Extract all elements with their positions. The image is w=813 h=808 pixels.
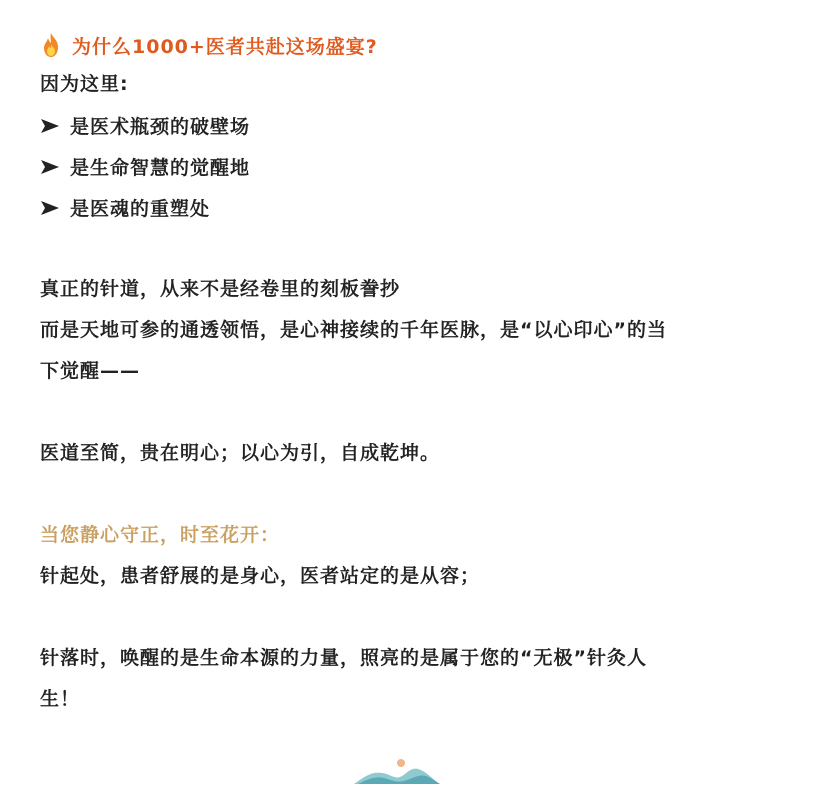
paragraph-line: 针起处，患者舒展的是身心，医者站定的是从容；: [40, 565, 481, 587]
paragraph-line: 而是天地可参的通透领悟，是心神接续的千年医脉，是“以心印心”的当: [40, 319, 667, 341]
bullet-text: 是医魂的重塑处: [70, 198, 211, 220]
paragraph-line: 真正的针道，从来不是经卷里的刻板誊抄: [40, 278, 401, 300]
paragraph-line: 下觉醒——: [40, 360, 141, 382]
spacer: [40, 474, 780, 515]
arrow-right-icon: [40, 118, 60, 134]
spacer: [40, 228, 780, 269]
paragraph-line: 生！: [40, 688, 81, 710]
arrow-right-icon: [40, 200, 60, 216]
paragraph-line: 医道至简，贵在明心；以心为引，自成乾坤。: [40, 442, 441, 464]
paragraph-line: 针落时，唤醒的是生命本源的力量，照亮的是属于您的“无极”针灸人: [40, 647, 647, 669]
bullet-item: [40, 146, 780, 187]
spacer: [40, 392, 780, 433]
fire-icon: [40, 32, 62, 58]
highlight-text: 当您静心守正，时至花开：: [40, 524, 281, 546]
bullet-item: [40, 187, 780, 228]
intro-text: 因为这里:: [40, 73, 129, 95]
bullet-text: 是医术瓶颈的破壁场: [70, 116, 251, 138]
heading-text: 为什么1000+医者共赴这场盛宴?: [72, 35, 378, 58]
bullet-item: [40, 105, 780, 146]
arrow-right-icon: [40, 159, 60, 175]
article-body: [40, 26, 780, 720]
spacer: [40, 597, 780, 638]
mountain-wave-divider-icon: [354, 757, 440, 785]
section-heading: [40, 26, 780, 64]
bullet-text: 是生命智慧的觉醒地: [70, 157, 251, 179]
